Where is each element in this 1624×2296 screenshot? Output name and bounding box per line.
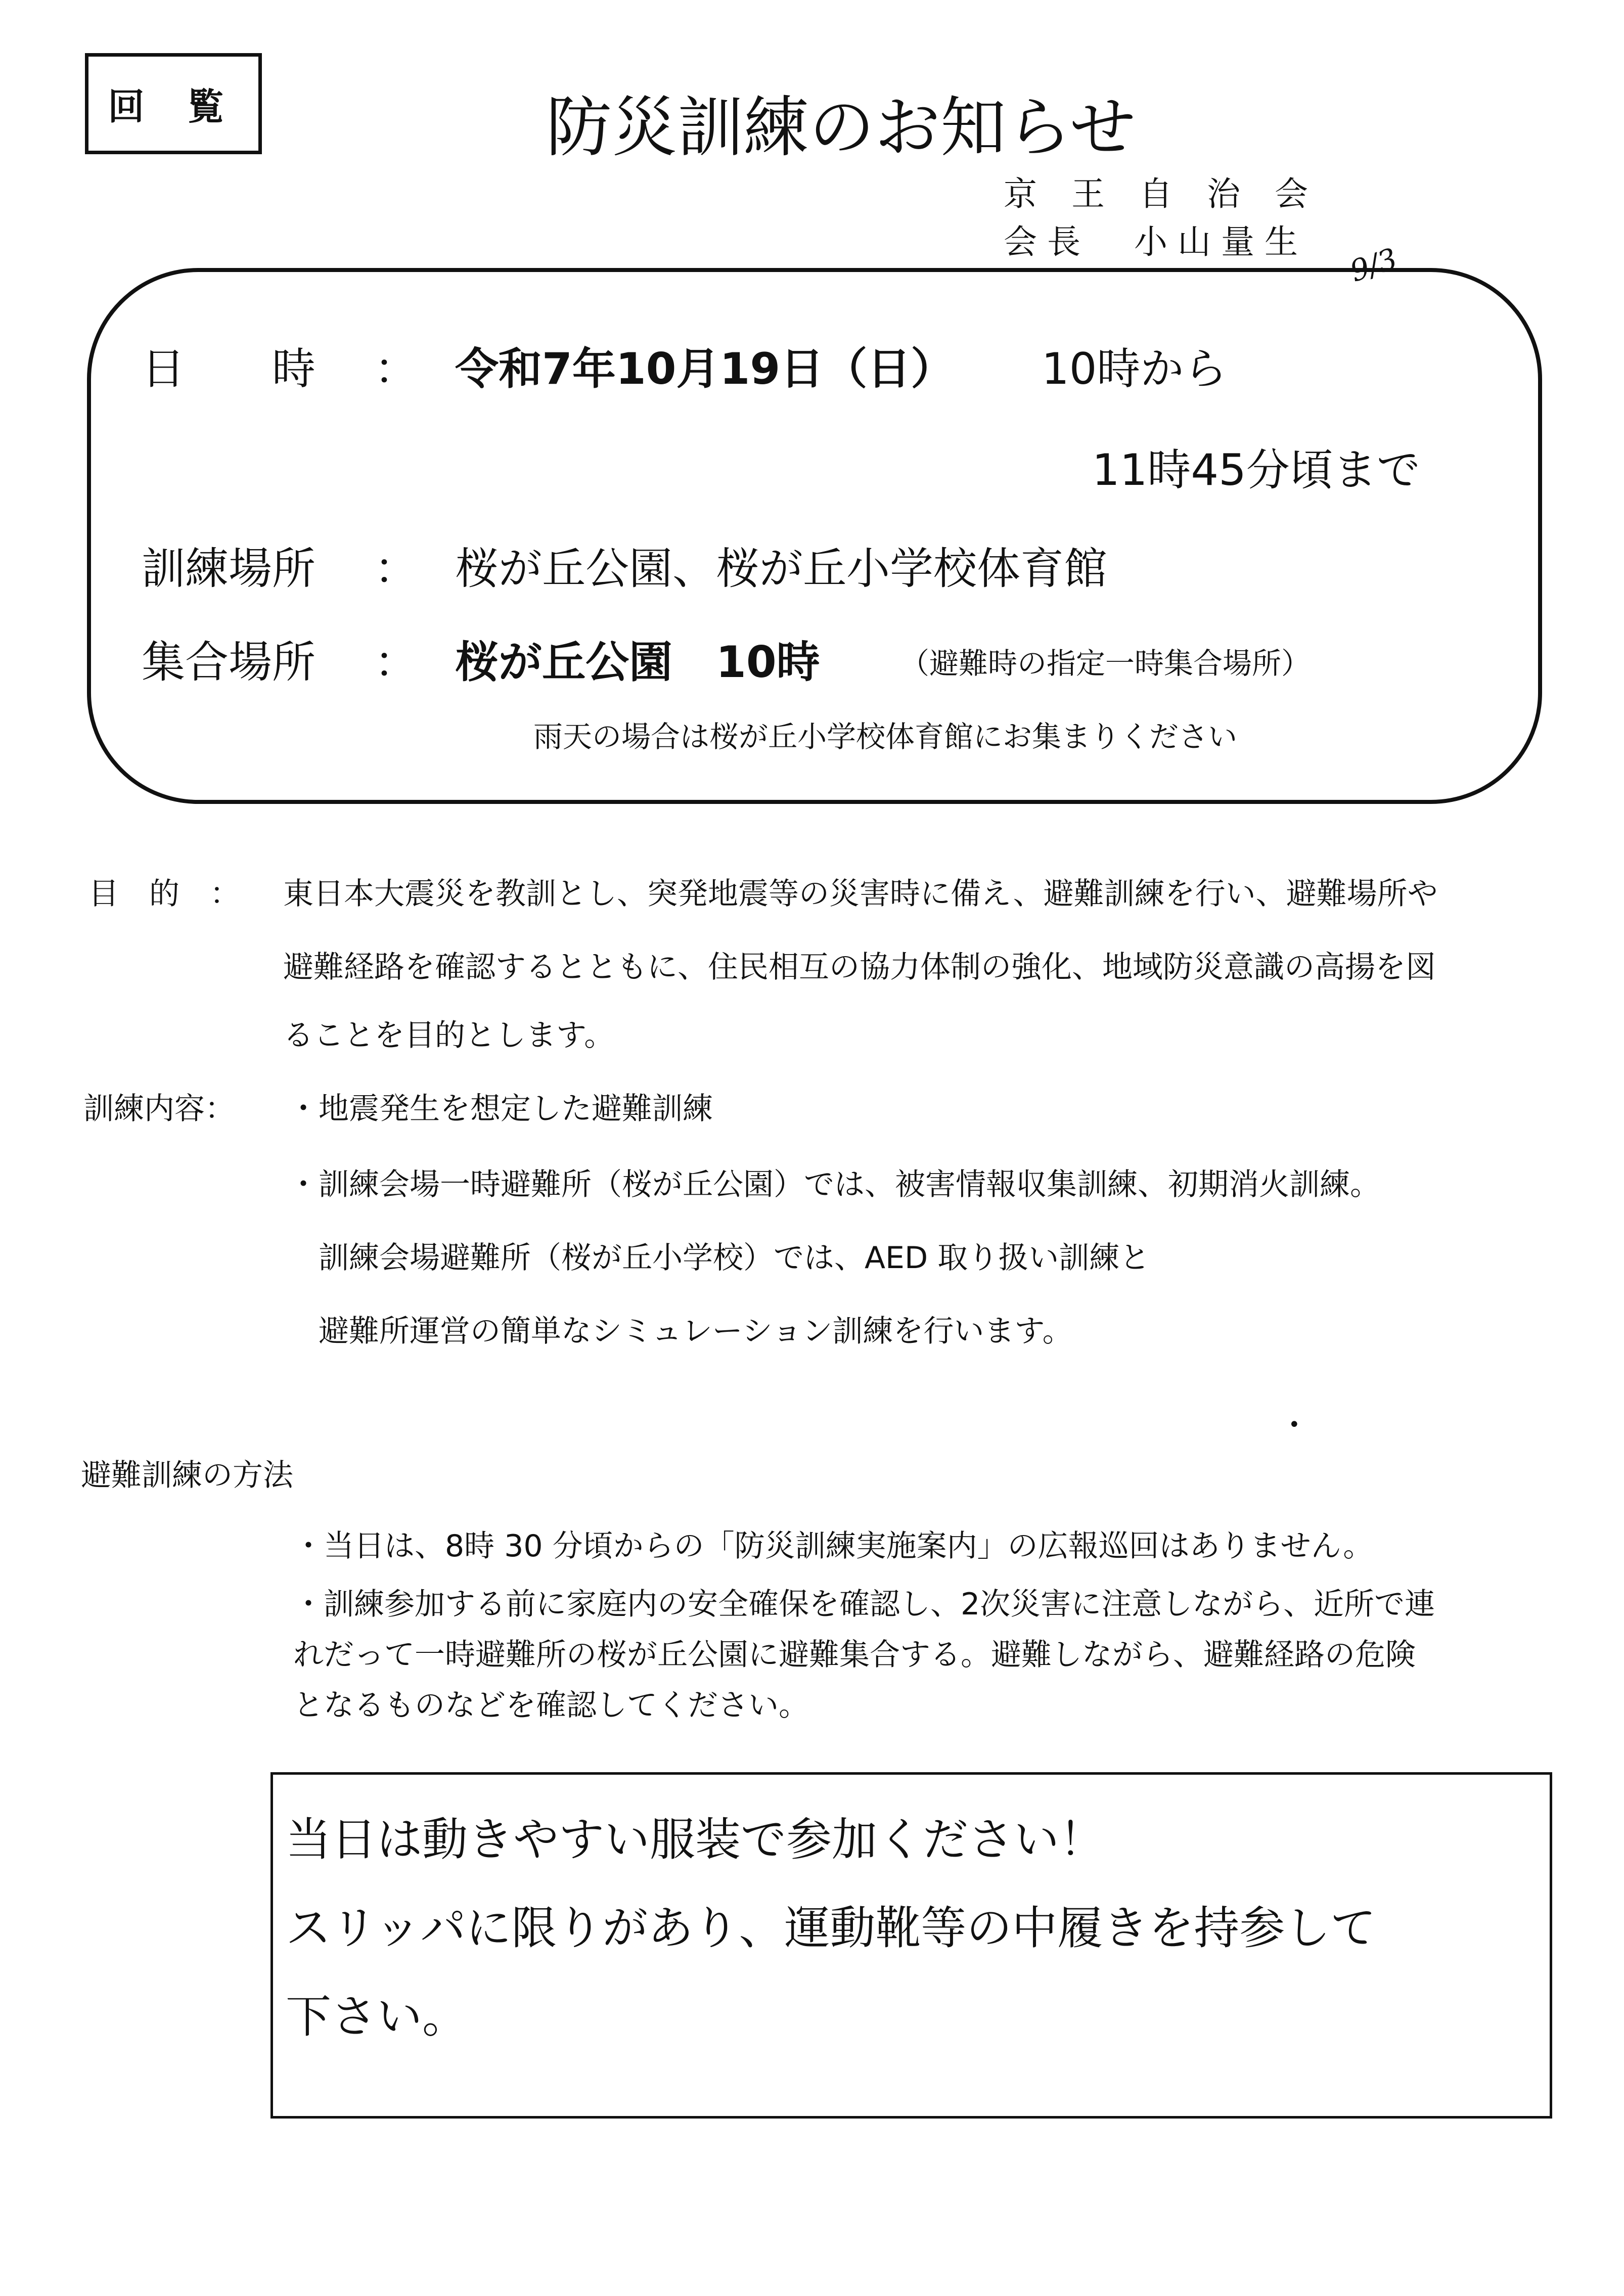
notice-line-3: 下さい。: [286, 1990, 468, 2043]
rain-note: 雨天の場合は桜が丘小学校体育館にお集まりください: [533, 719, 1238, 754]
assembly-place: 桜が丘公園 10時: [455, 637, 820, 688]
assembly-label: 集合場所: [142, 637, 315, 688]
content-line-2: ・訓練会場一時避難所（桜が丘公園）では、被害情報収集訓練、初期消火訓練。: [288, 1167, 1380, 1202]
notice-line-1: 当日は動きやすい服装で参加ください！: [286, 1813, 1105, 1866]
content-line-3: 訓練会場避難所（桜が丘小学校）では、AED 取り扱い訓練と: [319, 1240, 1150, 1276]
training-place: 桜が丘公園、桜が丘小学校体育館: [455, 544, 1107, 594]
president-name: 会長 小山量生: [1004, 222, 1308, 261]
datetime-label: 日 時: [142, 344, 315, 394]
circulation-badge: 回 覧: [85, 53, 262, 154]
purpose-label: 目 的 ：: [88, 876, 240, 912]
method-line-3: れだって一時避難所の桜が丘公園に避難集合する。避難しながら、避難経路の危険: [293, 1637, 1416, 1673]
notice-line-2: スリッパに限りがあり、運動靴等の中履きを持参して: [286, 1902, 1376, 1955]
event-date: 令和7年10月19日（日）: [455, 344, 955, 394]
content-line-4: 避難所運営の簡単なシミュレーション訓練を行います。: [319, 1314, 1073, 1349]
method-line-1: ・当日は、8時 30 分頃からの「防災訓練実施案内」の広報巡回はありません。: [293, 1528, 1374, 1564]
place-label: 訓練場所: [142, 544, 315, 594]
method-line-4: となるものなどを確認してください。: [293, 1688, 809, 1723]
event-start-time: 10時から: [1042, 344, 1228, 394]
organization-name: 京王自治会: [1004, 174, 1342, 213]
page-title: 防災訓練のお知らせ: [546, 89, 1136, 166]
assembly-note: （避難時の指定一時集合場所）: [900, 646, 1311, 681]
method-heading: 避難訓練の方法: [81, 1458, 293, 1493]
place-colon: ：: [374, 544, 418, 594]
datetime-colon: ：: [374, 344, 418, 394]
method-line-2: ・訓練参加する前に家庭内の安全確保を確認し、2次災害に注意しながら、近所で連: [293, 1587, 1435, 1622]
purpose-line-1: 東日本大震災を教訓とし、突発地震等の災害時に備え、避難訓練を行い、避難場所や: [283, 876, 1438, 912]
stray-dot: •: [1288, 1413, 1300, 1436]
purpose-line-2: 避難経路を確認するとともに、住民相互の協力体制の強化、地域防災意識の高揚を図: [283, 950, 1436, 985]
handwritten-date-stamp: 9/3: [1345, 241, 1402, 289]
content-line-1: ・地震発生を想定した避難訓練: [288, 1091, 713, 1127]
event-end-time: 11時45分頃まで: [1092, 445, 1420, 496]
purpose-line-3: ることを目的とします。: [283, 1018, 615, 1053]
assembly-colon: ：: [374, 637, 418, 688]
content-label: 訓練内容：: [83, 1091, 235, 1127]
